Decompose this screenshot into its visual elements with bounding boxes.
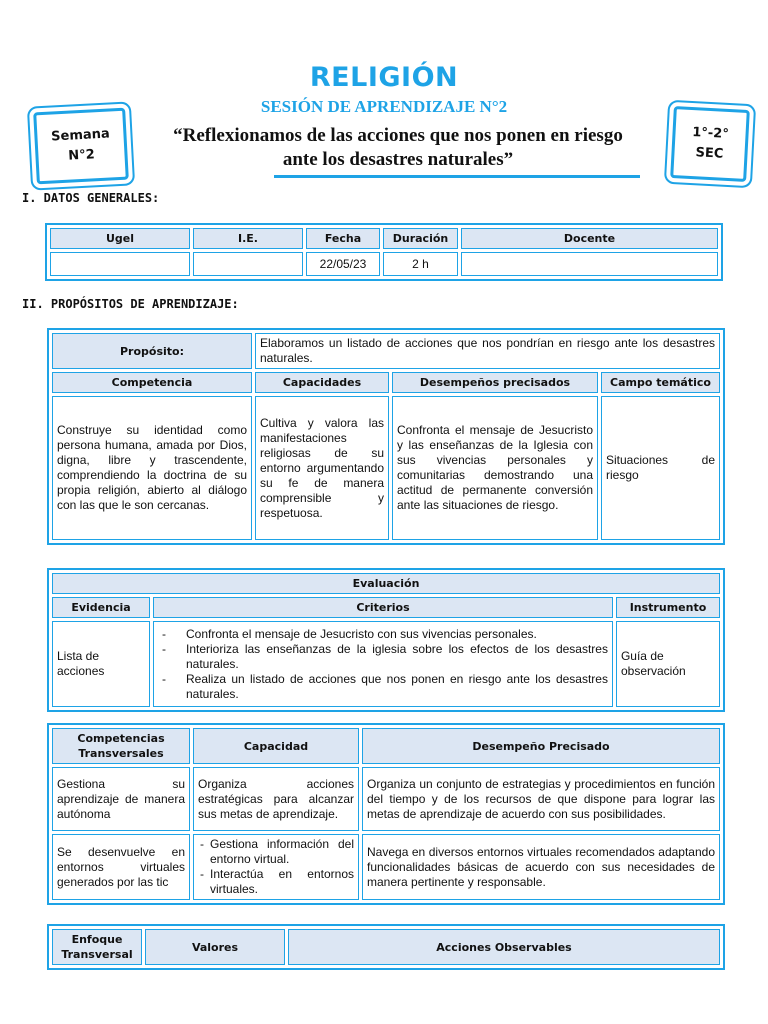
document-subtitle: SESIÓN DE APRENDIZAJE N°2 bbox=[260, 97, 508, 116]
evidencia-text: Lista de acciones bbox=[52, 621, 150, 707]
list-item: - Realiza un listado de acciones que nos ponen en riesgo ante los desastres naturales. bbox=[186, 672, 608, 702]
evaluacion-title: Evaluación bbox=[52, 573, 720, 594]
header-capacidad: Capacidad bbox=[193, 728, 359, 764]
header-criterios: Criterios bbox=[153, 597, 613, 618]
table-row bbox=[52, 767, 720, 831]
list-item: - Interioriza las enseñanzas de la iglesia sobre los efectos de los desastres naturales. bbox=[186, 642, 608, 672]
table-header-row bbox=[52, 597, 720, 618]
header-desempenos: Desempeños precisados bbox=[392, 372, 598, 393]
header-capacidades: Capacidades bbox=[255, 372, 389, 393]
list-item: - Interactúa en entornos virtuales. bbox=[210, 867, 354, 897]
capacidades-text: Cultiva y valora las manifestaciones religiosas de su entorno argumentando su fe de manera comprensible y respetuosa. bbox=[255, 396, 389, 540]
header-instrumento: Instrumento bbox=[616, 597, 720, 618]
proposito-row bbox=[52, 333, 720, 369]
proposito-label: Propósito: bbox=[52, 333, 252, 369]
header-evidencia: Evidencia bbox=[52, 597, 150, 618]
evaluacion-title-row bbox=[52, 573, 720, 594]
competencias-transversales-table bbox=[47, 723, 725, 905]
title-underline bbox=[274, 175, 640, 178]
header-competencia: Competencia bbox=[52, 372, 252, 393]
campo-text: Situaciones de riesgo bbox=[601, 396, 720, 540]
session-title-line1: “Reflexionamos de las acciones que nos ponen en riesgo bbox=[173, 125, 623, 146]
header-acciones-observables: Acciones Observables bbox=[288, 929, 720, 965]
capacidad-2-cell bbox=[193, 834, 359, 900]
table-row bbox=[52, 621, 720, 707]
table-header-row bbox=[50, 228, 718, 249]
week-badge-label: Semana bbox=[50, 126, 111, 145]
week-badge bbox=[33, 108, 129, 185]
competencia-transversal-1: Gestiona su aprendizaje de manera autónoma bbox=[52, 767, 190, 831]
value-ie bbox=[193, 252, 303, 276]
desempeno-2: Navega en diversos entornos virtuales recomendados adaptando funcionalidades básicas de acuerdo con sus necesidades de manera pertinente y responsable. bbox=[362, 834, 720, 900]
section-datos-generales-heading: I. DATOS GENERALES: bbox=[22, 191, 160, 205]
criterios-list bbox=[158, 627, 608, 702]
table-header-row bbox=[52, 372, 720, 393]
desempeno-1: Organiza un conjunto de estrategias y procedimientos en función del tiempo y de los recursos de que dispone para lograr las metas de aprendizaje de acuerdo con sus posibilidades. bbox=[362, 767, 720, 831]
competencia-text: Construye su identidad como persona humana, amada por Dios, digna, libre y trascendente, comprendiendo la doctrina de su propia religión, abierto al diálogo con las que le son cercanas. bbox=[52, 396, 252, 540]
desempenos-text: Confronta el mensaje de Jesucristo y las enseñanzas de la Iglesia con sus vivencias personales y comunitarias demostrando una actitud de permanente conversión ante las situaciones de riesgo. bbox=[392, 396, 598, 540]
evaluacion-table bbox=[47, 568, 725, 712]
table-header-row bbox=[52, 728, 720, 764]
header-valores: Valores bbox=[145, 929, 285, 965]
grade-badge-grade: 1°-2° bbox=[691, 125, 730, 142]
header-duracion: Duración bbox=[383, 228, 458, 249]
value-docente bbox=[461, 252, 718, 276]
header-desempeno-precisado: Desempeño Precisado bbox=[362, 728, 720, 764]
header-fecha: Fecha bbox=[306, 228, 380, 249]
session-title bbox=[150, 124, 646, 172]
table-row bbox=[50, 252, 718, 276]
document-title: RELIGIÓN bbox=[309, 62, 459, 93]
datos-generales-table bbox=[45, 223, 723, 281]
instrumento-text: Guía de observación bbox=[616, 621, 720, 707]
header-enfoque-transversal: Enfoque Transversal bbox=[52, 929, 142, 965]
capacidad-2-list bbox=[198, 837, 354, 897]
criterios-cell bbox=[153, 621, 613, 707]
header-ugel: Ugel bbox=[50, 228, 190, 249]
competencia-transversal-2: Se desenvuelve en entornos virtuales generados por las tic bbox=[52, 834, 190, 900]
week-badge-number: N°2 bbox=[67, 147, 96, 164]
session-title-line2: ante los desastres naturales” bbox=[282, 149, 514, 170]
value-duracion: 2 h bbox=[383, 252, 458, 276]
grade-badge bbox=[670, 106, 750, 182]
list-item: - Confronta el mensaje de Jesucristo con sus vivencias personales. bbox=[186, 627, 608, 642]
header-ie: I.E. bbox=[193, 228, 303, 249]
table-row bbox=[52, 396, 720, 540]
grade-badge-level: SEC bbox=[695, 145, 724, 162]
header-competencias-transversales: Competencias Transversales bbox=[52, 728, 190, 764]
value-ugel bbox=[50, 252, 190, 276]
header-docente: Docente bbox=[461, 228, 718, 249]
capacidad-1: Organiza acciones estratégicas para alcanzar sus metas de aprendizaje. bbox=[193, 767, 359, 831]
table-header-row bbox=[52, 929, 720, 965]
section-propositos-heading: II. PROPÓSITOS DE APRENDIZAJE: bbox=[22, 297, 239, 311]
table-row bbox=[52, 834, 720, 900]
value-fecha: 22/05/23 bbox=[306, 252, 380, 276]
list-item: - Gestiona información del entorno virtual. bbox=[210, 837, 354, 867]
propositos-table bbox=[47, 328, 725, 545]
header-campo: Campo temático bbox=[601, 372, 720, 393]
enfoque-transversal-table bbox=[47, 924, 725, 970]
proposito-text: Elaboramos un listado de acciones que nos pondrían en riesgo ante los desastres naturales. bbox=[255, 333, 720, 369]
